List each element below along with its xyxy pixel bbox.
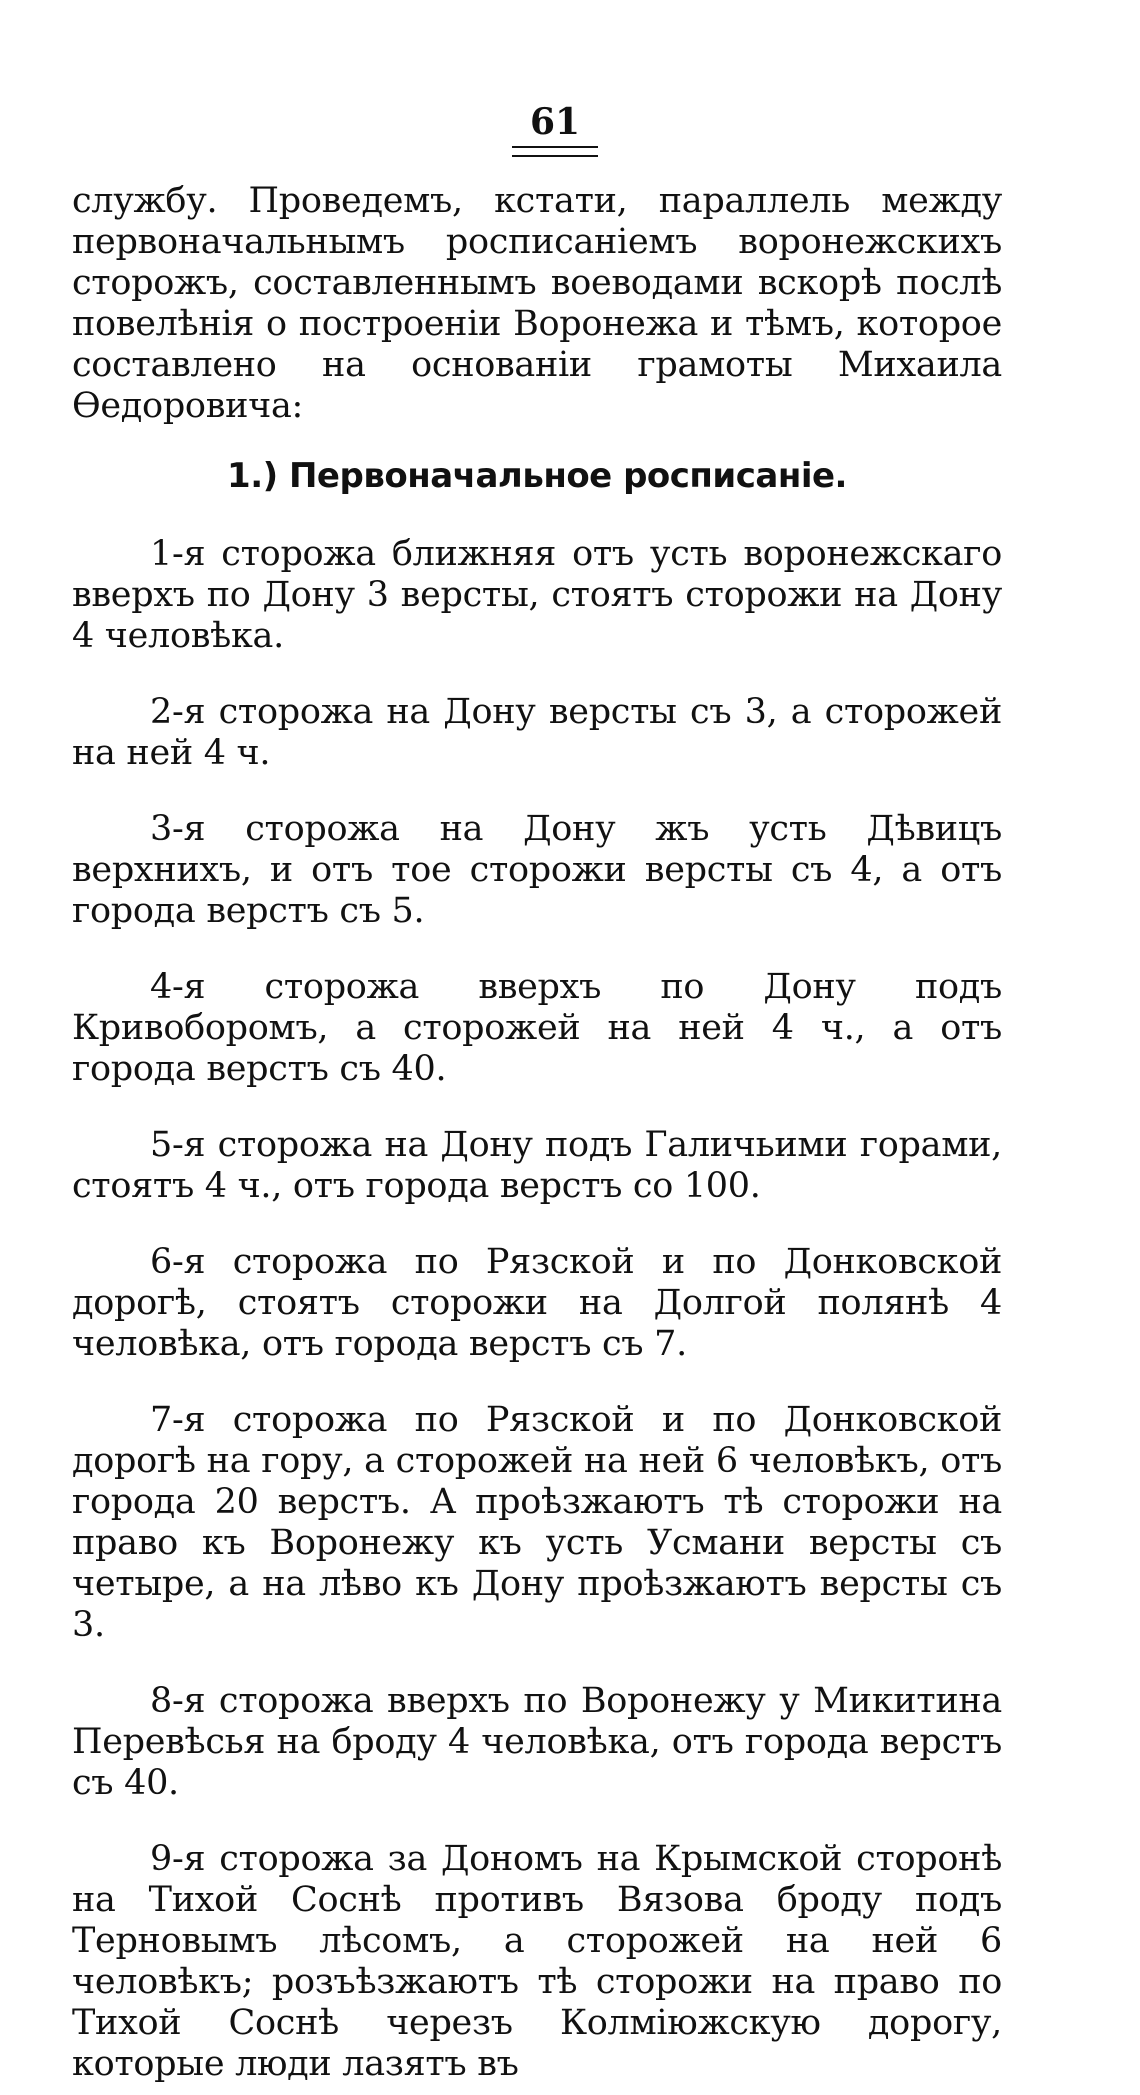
section-heading: 1.) Первоначальное росписаніе.	[227, 456, 847, 496]
entry-6: 6-я сторожа по Рязской и по Донковской дорогѣ, стоятъ сторожи на Долгой полянѣ 4 человѣка, отъ города верстъ съ 7.	[72, 1242, 1002, 1364]
entry-7: 7-я сторожа по Рязской и по Донковской дорогѣ на гору, а сторожей на ней 6 человѣкъ, отъ города 20 верстъ. А проѣзжаютъ тѣ сторожи на право къ Воронежу къ усть Усмани версты съ четыре, а на лѣво къ Дону проѣзжаютъ версты съ 3.	[72, 1400, 1002, 1645]
entry-5: 5-я сторожа на Дону подъ Галичьими горами, стоятъ 4 ч., отъ города верстъ со 100.	[72, 1125, 1002, 1206]
entry-4: 4-я сторожа вверхъ по Дону подъ Кривоборомъ, а сторожей на ней 4 ч., а отъ города верстъ съ 40.	[72, 967, 1002, 1089]
entry-3: 3-я сторожа на Дону жъ усть Дѣвицъ верхнихъ, и отъ тое сторожи версты съ 4, а отъ города верстъ съ 5.	[72, 809, 1002, 931]
book-page	[72, 100, 1002, 2095]
entry-1: 1-я сторожа ближняя отъ усть воронежскагo вверхъ по Дону 3 версты, стоятъ сторожи на Дону 4 человѣка.	[72, 534, 1002, 656]
entry-9: 9-я сторожа за Дономъ на Крымской сторонѣ на Тихой Соснѣ противъ Вязова броду подъ Терновымъ лѣсомъ, а сторожей на ней 6 человѣкъ; розъѣзжаютъ тѣ сторожи на право по Тихой Соснѣ черезъ Колміюжскую дорогу, которые люди лазятъ въ	[72, 1839, 1002, 2084]
entry-8: 8-я сторожа вверхъ по Воронежу у Микитина Перевѣсья на броду 4 человѣка, отъ города верстъ съ 40.	[72, 1681, 1002, 1803]
entry-2: 2-я сторожа на Дону версты съ 3, а сторожей на ней 4 ч.	[72, 692, 1002, 773]
page-number: 61	[529, 101, 581, 143]
page-number-rule	[512, 146, 598, 157]
intro-paragraph: службу. Проведемъ, кстати, параллель между первоначальнымъ росписаніемъ воронежскихъ сторожъ, составленнымъ воеводами вскорѣ послѣ повелѣнія о построеніи Воронежа и тѣмъ, которое составлено на основаніи грамоты Михаила Ѳедоровича:	[72, 181, 1002, 426]
